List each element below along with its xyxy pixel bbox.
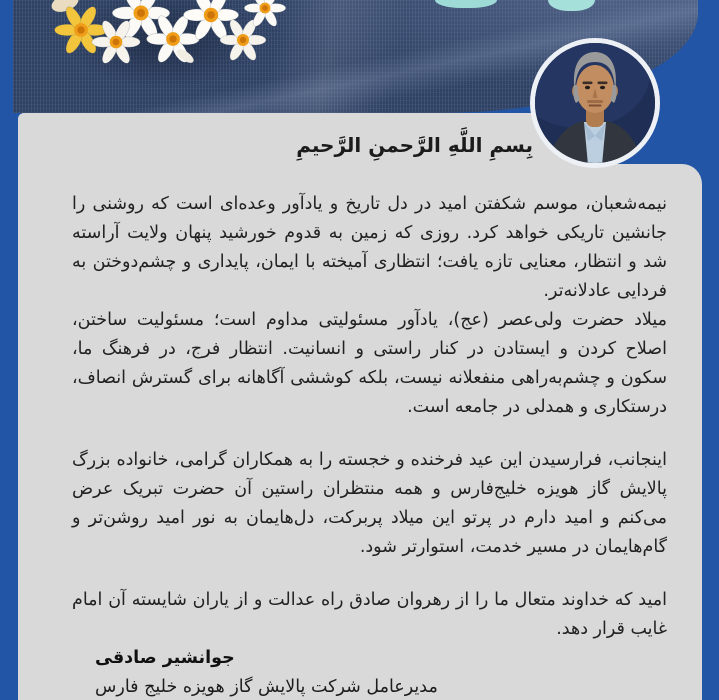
letter-body: [72, 190, 667, 644]
card-rounded-corner: [598, 164, 702, 184]
signature-name: جوانشیر صادقی: [95, 648, 235, 668]
man-portrait-illustration: [535, 43, 655, 163]
paragraph-3: اینجانب، فرارسیدن این عید فرخنده و خجسته را به همکاران گرامی، خانواده بزرگ پالایش گاز هویزه خلیج‌فارس و همه منتظران راستین آن حضرت تبریک عرض می‌کنم و امید دارم در پرتو این میلاد پربرکت، دل‌هایمان به نور امید روشن‌تر و گام‌هایمان در مسیر خدمت، استوارتر شود.: [72, 450, 667, 557]
signature-title: مدیرعامل شرکت پالایش گاز هویزه خلیج فارس: [95, 677, 438, 697]
paragraph-1: نیمه‌شعبان، موسم شکفتن امید در دل تاریخ و یادآور وعده‌ای است که روشنی را جانشین تاریکی خواهد کرد. روزی که زمین به قدوم خورشید پنهان ولایت آراسته شد و انتظار، معنایی تازه یافت؛ انتظاری آمیخته با ایمان، پایداری و چشم‌دوختن به فردایی عادلانه‌تر.: [72, 194, 667, 301]
paragraph-2: میلاد حضرت ولی‌عصر (عج)، یادآور مسئولیتی مداوم است؛ مسئولیت ساختن، اصلاح کردن و ایستادن در کنار راستی و انسانیت. انتظار فرج، در فرهنگ ما، سکون و چشم‌به‌راهی منفعلانه نیست، بلکه کوششی آگاهانه برای گسترش انصاف، درستکاری و همدلی در جامعه است.: [72, 310, 667, 417]
paragraph-4: امید که خداوند متعال ما را از رهروان صادق راه عدالت و از یاران شایسته آن امام غایب قرار دهد.: [72, 590, 667, 639]
bismillah-text: بِسمِ اللَّهِ الرَّحمنِ الرَّحیمِ: [296, 133, 533, 157]
signature-block: [95, 648, 438, 697]
portrait-avatar: [530, 38, 660, 168]
